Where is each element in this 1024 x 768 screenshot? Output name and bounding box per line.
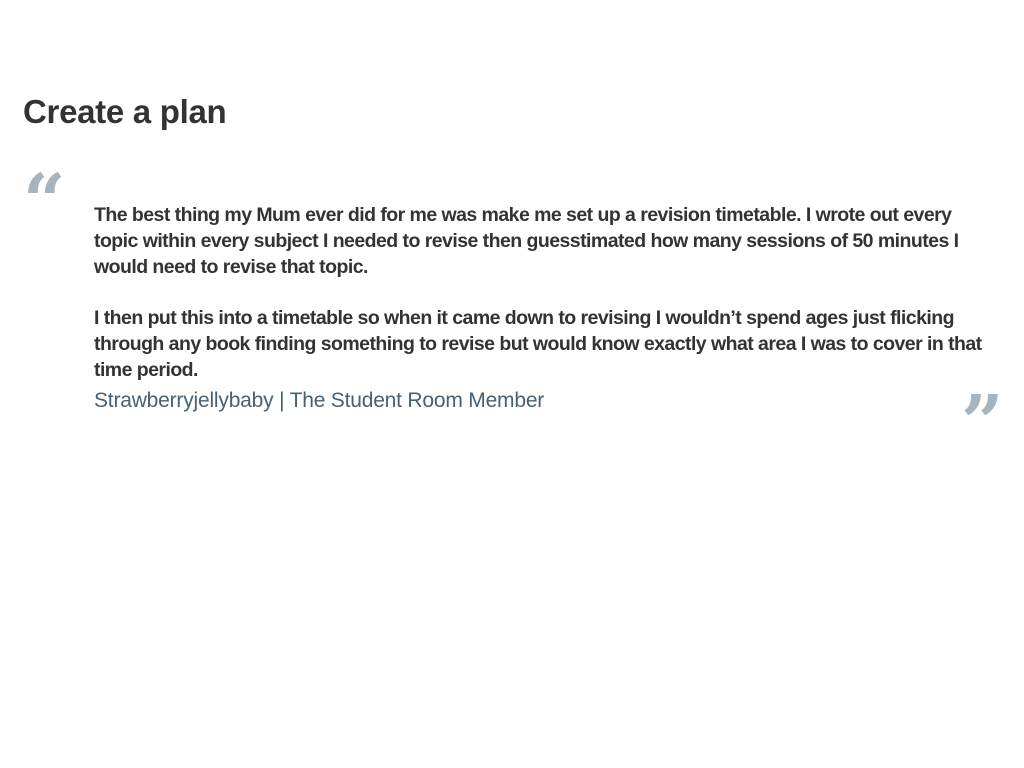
page-title: Create a plan	[23, 93, 227, 130]
quote-attribution: Strawberryjellybaby | The Student Room Member	[94, 389, 545, 412]
quote-paragraph: I then put this into a timetable so when it came down to revising I wouldn’t spend ages just flicking through any book finding something to revise but would know exactly what area I was to cover in that time period.	[94, 307, 982, 381]
open-quote-icon: “	[23, 159, 66, 245]
testimonial-quote	[0, 159, 1024, 466]
quote-paragraph: The best thing my Mum ever did for me was make me set up a revision timetable. I wrote out every topic within every subject I needed to revise then guesstimated how many sessions of 50 minutes I would need to revise that topic.	[94, 204, 959, 278]
quote-body	[94, 202, 999, 414]
close-quote-icon: ”	[961, 380, 1004, 466]
